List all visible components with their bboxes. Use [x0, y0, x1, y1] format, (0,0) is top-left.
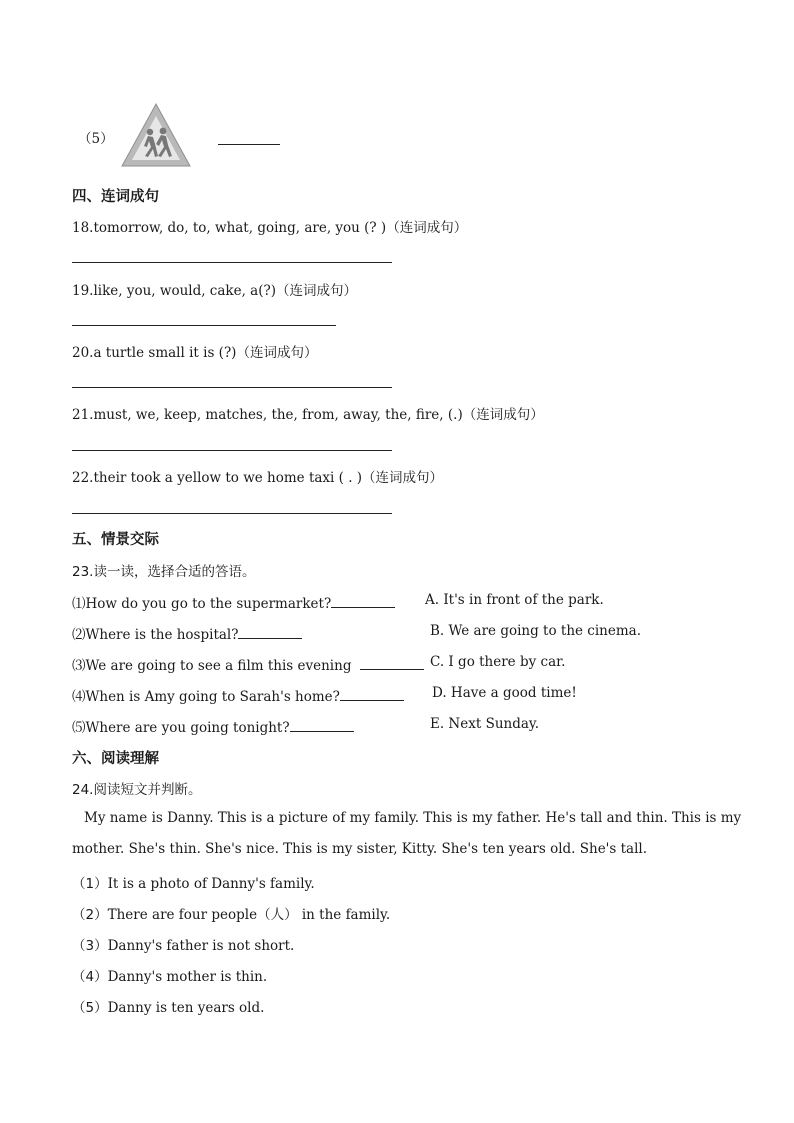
statement-3-num: （3） — [72, 938, 108, 954]
dialog-blank-4[interactable] — [340, 688, 404, 701]
dialog-question-3 — [72, 654, 424, 674]
dialog-blank-2[interactable] — [238, 626, 302, 639]
dialog-blank-1[interactable] — [331, 595, 395, 608]
section-title-4: 四、连词成句 — [72, 189, 159, 205]
answer-blank-sign[interactable] — [218, 144, 280, 145]
dialog-answer-e: E. Next Sunday. — [430, 716, 540, 732]
question-21-text: 21.must, we, keep, matches, the, from, away, the, fire, (.) — [72, 407, 463, 423]
dialog-question-2-text: ⑵Where is the hospital? — [72, 627, 239, 643]
instruction-23: 23.读一读，选择合适的答语。 — [72, 564, 256, 580]
question-20-text: 20.a turtle small it is (?) — [72, 345, 237, 361]
dialog-answer-d: D. Have a good time! — [432, 685, 577, 701]
dialog-question-5 — [72, 716, 354, 736]
answer-line-22[interactable] — [72, 513, 392, 514]
answer-line-21[interactable] — [72, 450, 392, 451]
answer-line-20[interactable] — [72, 387, 392, 388]
passage-line-1: My name is Danny. This is a picture of my family. This is my father. He's tall and thin. This is my — [84, 810, 742, 826]
dialog-answer-c: C. I go there by car. — [430, 654, 566, 670]
question-21 — [72, 403, 544, 423]
dialog-question-3-text: ⑶We are going to see a film this evening — [72, 658, 352, 674]
question-19-text: 19.like, you, would, cake, a(?) — [72, 283, 276, 299]
section-title-5: 五、情景交际 — [72, 532, 159, 548]
question-22-text: 22.their took a yellow to we home taxi ( . ) — [72, 470, 363, 486]
statement-4-num: （4） — [72, 969, 108, 985]
passage-line-2: mother. She's thin. She's nice. This is my sister, Kitty. She's ten years old. She's tall. — [72, 841, 648, 857]
statement-5-text: Danny is ten years old. — [107, 1000, 265, 1016]
question-18-tag: （连词成句） — [386, 220, 468, 236]
dialog-question-1 — [72, 592, 395, 612]
dialog-question-4 — [72, 685, 404, 705]
question-20 — [72, 341, 317, 361]
statement-4-text: Danny's mother is thin. — [107, 969, 268, 985]
question-21-tag: （连词成句） — [462, 407, 544, 423]
statement-4 — [72, 965, 267, 985]
statement-2-num: （2） — [72, 907, 108, 923]
answer-line-19[interactable] — [72, 325, 336, 326]
dialog-question-1-text: ⑴How do you go to the supermarket? — [72, 596, 332, 612]
statement-5-num: （5） — [72, 1000, 108, 1016]
dialog-blank-3[interactable] — [360, 657, 424, 670]
dialog-question-2 — [72, 623, 302, 643]
question-18-text: 18.tomorrow, do, to, what, going, are, you (? ) — [72, 220, 387, 236]
question-22 — [72, 466, 443, 486]
statement-2-text: There are four people（人） in the family. — [107, 907, 391, 923]
dialog-question-5-text: ⑸Where are you going tonight? — [72, 720, 290, 736]
answer-line-18[interactable] — [72, 262, 392, 263]
question-19-tag: （连词成句） — [276, 283, 357, 299]
question-19 — [72, 279, 357, 299]
dialog-answer-a: A. It's in front of the park. — [425, 592, 604, 608]
question-20-tag: （连词成句） — [236, 345, 318, 361]
question-18 — [72, 216, 467, 236]
dialog-blank-5[interactable] — [290, 719, 354, 732]
statement-1-text: It is a photo of Danny's family. — [107, 876, 315, 892]
statement-5 — [72, 996, 264, 1016]
statement-3-text: Danny's father is not short. — [107, 938, 295, 954]
statement-3 — [72, 934, 294, 954]
dialog-question-4-text: ⑷When is Amy going to Sarah's home? — [72, 689, 340, 705]
section-title-6: 六、阅读理解 — [72, 751, 159, 767]
children-crossing-sign-icon — [120, 100, 192, 170]
statement-1 — [72, 872, 315, 892]
statement-1-num: （1） — [72, 876, 108, 892]
question-22-tag: （连词成句） — [362, 470, 444, 486]
sign-item-label: （5） — [78, 131, 114, 147]
statement-2 — [72, 903, 390, 923]
dialog-answer-b: B. We are going to the cinema. — [430, 623, 642, 639]
instruction-24: 24.阅读短文并判断。 — [72, 782, 202, 798]
